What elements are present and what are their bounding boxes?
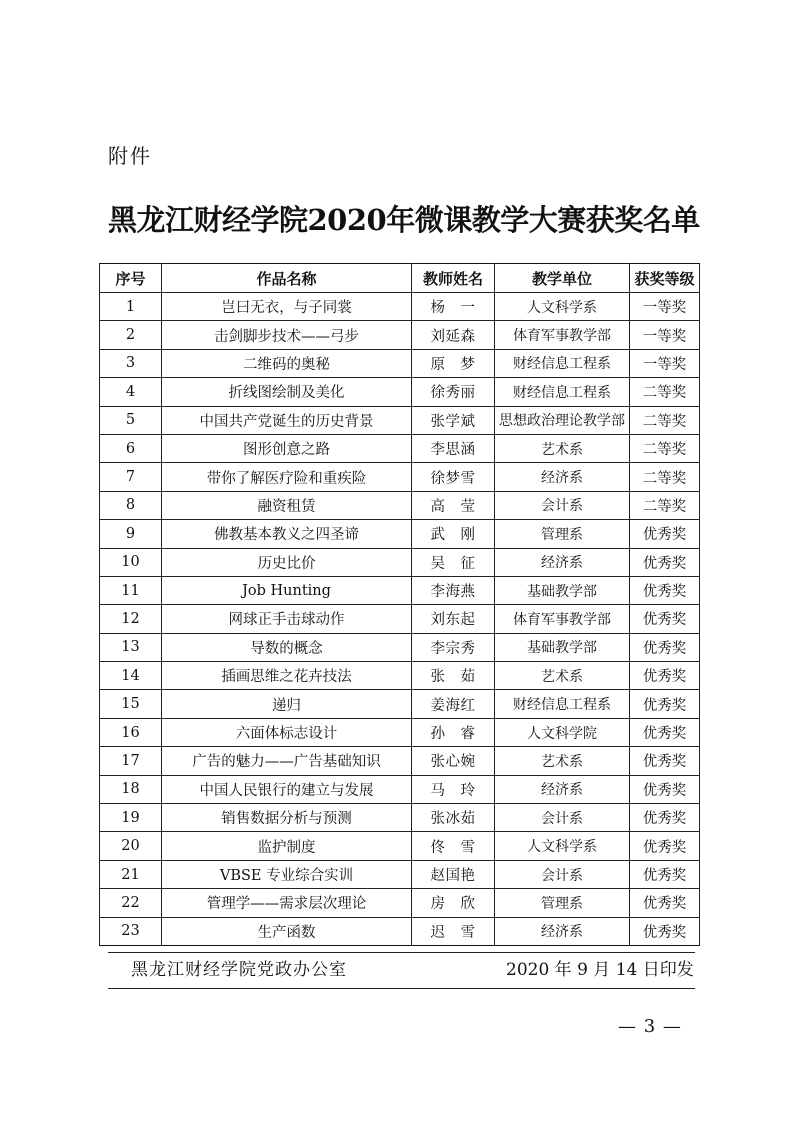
cell-work-title: 导数的概念 [162,633,412,661]
table-row [100,548,700,576]
cell-award-level: 优秀奖 [630,662,700,690]
cell-no: 17 [100,747,162,775]
cell-teacher-name: 杨 一 [412,293,495,321]
cell-teaching-unit: 管理系 [495,889,630,917]
cell-no: 1 [100,293,162,321]
table-row [100,775,700,803]
cell-no: 11 [100,576,162,604]
table-row [100,747,700,775]
cell-work-title: 六面体标志设计 [162,718,412,746]
cell-award-level: 二等奖 [630,406,700,434]
cell-teacher-name: 刘延森 [412,321,495,349]
cell-no: 3 [100,349,162,377]
table-row [100,860,700,888]
cell-teacher-name: 刘东起 [412,605,495,633]
cell-teaching-unit: 人文科学系 [495,832,630,860]
cell-work-title: 击剑脚步技术——弓步 [162,321,412,349]
header-teaching-unit: 教学单位 [495,264,630,293]
issuing-office: 黑龙江财经学院党政办公室 [131,960,347,980]
table-row [100,718,700,746]
cell-teacher-name: 迟 雪 [412,917,495,945]
cell-no: 20 [100,832,162,860]
cell-teaching-unit: 人文科学院 [495,718,630,746]
cell-teaching-unit: 艺术系 [495,662,630,690]
table-row [100,690,700,718]
table-row [100,605,700,633]
cell-teaching-unit: 艺术系 [495,747,630,775]
cell-no: 10 [100,548,162,576]
cell-work-title: 管理学——需求层次理论 [162,889,412,917]
header-work-title: 作品名称 [162,264,412,293]
cell-teacher-name: 赵国艳 [412,860,495,888]
cell-award-level: 一等奖 [630,349,700,377]
cell-no: 13 [100,633,162,661]
cell-award-level: 二等奖 [630,491,700,519]
cell-work-title: 销售数据分析与预测 [162,804,412,832]
cell-teaching-unit: 管理系 [495,520,630,548]
footer-divider-top [108,952,695,953]
cell-award-level: 优秀奖 [630,775,700,803]
cell-work-title: 融资租赁 [162,491,412,519]
table-header [100,264,700,293]
cell-teacher-name: 孙 睿 [412,718,495,746]
cell-teaching-unit: 经济系 [495,548,630,576]
cell-teaching-unit: 人文科学系 [495,293,630,321]
cell-teaching-unit: 基础教学部 [495,576,630,604]
cell-teaching-unit: 经济系 [495,775,630,803]
cell-teacher-name: 张学斌 [412,406,495,434]
cell-award-level: 优秀奖 [630,889,700,917]
table-body [100,293,700,946]
header-no: 序号 [100,264,162,293]
cell-teacher-name: 佟 雪 [412,832,495,860]
cell-no: 21 [100,860,162,888]
cell-teacher-name: 马 玲 [412,775,495,803]
table-row [100,293,700,321]
cell-teaching-unit: 艺术系 [495,434,630,462]
cell-teacher-name: 武 刚 [412,520,495,548]
cell-award-level: 优秀奖 [630,690,700,718]
cell-work-title: 监护制度 [162,832,412,860]
cell-teacher-name: 高 莹 [412,491,495,519]
table-row [100,406,700,434]
cell-teaching-unit: 经济系 [495,917,630,945]
cell-teaching-unit: 基础教学部 [495,633,630,661]
cell-teaching-unit: 财经信息工程系 [495,378,630,406]
page-number: — 3 — [618,1016,682,1037]
cell-work-title: VBSE 专业综合实训 [162,860,412,888]
cell-work-title: 岂曰无衣，与子同裳 [162,293,412,321]
cell-no: 8 [100,491,162,519]
cell-teacher-name: 李宗秀 [412,633,495,661]
cell-award-level: 优秀奖 [630,576,700,604]
cell-teacher-name: 徐梦雪 [412,463,495,491]
cell-work-title: 二维码的奥秘 [162,349,412,377]
cell-no: 9 [100,520,162,548]
cell-award-level: 二等奖 [630,434,700,462]
cell-award-level: 优秀奖 [630,718,700,746]
cell-no: 19 [100,804,162,832]
table-row [100,662,700,690]
cell-work-title: 广告的魅力——广告基础知识 [162,747,412,775]
award-list-table [99,263,700,946]
cell-no: 23 [100,917,162,945]
cell-work-title: 中国共产党诞生的历史背景 [162,406,412,434]
cell-no: 15 [100,690,162,718]
cell-teacher-name: 房 欣 [412,889,495,917]
cell-work-title: 折线图绘制及美化 [162,378,412,406]
cell-work-title: 生产函数 [162,917,412,945]
cell-teacher-name: 原 梦 [412,349,495,377]
cell-teacher-name: 张冰茹 [412,804,495,832]
header-row [100,264,700,293]
cell-work-title: 佛教基本教义之四圣谛 [162,520,412,548]
cell-award-level: 二等奖 [630,378,700,406]
table-row [100,378,700,406]
cell-award-level: 优秀奖 [630,917,700,945]
cell-teaching-unit: 经济系 [495,463,630,491]
table-row [100,463,700,491]
cell-no: 4 [100,378,162,406]
cell-teaching-unit: 思想政治理论教学部 [495,406,630,434]
cell-award-level: 优秀奖 [630,747,700,775]
cell-award-level: 一等奖 [630,321,700,349]
cell-teacher-name: 李思涵 [412,434,495,462]
table-row [100,889,700,917]
cell-award-level: 优秀奖 [630,605,700,633]
cell-teaching-unit: 会计系 [495,860,630,888]
cell-no: 14 [100,662,162,690]
cell-no: 12 [100,605,162,633]
cell-teaching-unit: 财经信息工程系 [495,349,630,377]
table-row [100,917,700,945]
cell-award-level: 优秀奖 [630,633,700,661]
cell-teaching-unit: 财经信息工程系 [495,690,630,718]
cell-teaching-unit: 体育军事教学部 [495,605,630,633]
cell-no: 7 [100,463,162,491]
cell-teacher-name: 姜海红 [412,690,495,718]
table-row [100,491,700,519]
table-row [100,321,700,349]
cell-work-title: 中国人民银行的建立与发展 [162,775,412,803]
table-row [100,804,700,832]
cell-award-level: 优秀奖 [630,860,700,888]
table-row [100,832,700,860]
cell-award-level: 优秀奖 [630,832,700,860]
table-row [100,434,700,462]
cell-teacher-name: 张 茹 [412,662,495,690]
cell-award-level: 优秀奖 [630,804,700,832]
document-title: 黑龙江财经学院2020年微课教学大赛获奖名单 [108,203,700,237]
cell-work-title: 插画思维之花卉技法 [162,662,412,690]
cell-award-level: 优秀奖 [630,520,700,548]
issue-date: 2020 年 9 月 14 日印发 [506,960,694,980]
cell-teaching-unit: 体育军事教学部 [495,321,630,349]
cell-no: 16 [100,718,162,746]
cell-work-title: 历史比价 [162,548,412,576]
header-award-level: 获奖等级 [630,264,700,293]
cell-teaching-unit: 会计系 [495,804,630,832]
cell-teaching-unit: 会计系 [495,491,630,519]
cell-teacher-name: 吴 征 [412,548,495,576]
cell-award-level: 一等奖 [630,293,700,321]
table-row [100,349,700,377]
cell-no: 2 [100,321,162,349]
cell-award-level: 优秀奖 [630,548,700,576]
table-row [100,633,700,661]
table-row [100,576,700,604]
cell-teacher-name: 张心婉 [412,747,495,775]
footer-divider-bottom [108,988,695,989]
cell-no: 5 [100,406,162,434]
cell-work-title: 网球正手击球动作 [162,605,412,633]
cell-no: 22 [100,889,162,917]
cell-work-title: 带你了解医疗险和重疾险 [162,463,412,491]
cell-work-title: Job Hunting [162,576,412,604]
cell-no: 6 [100,434,162,462]
table-row [100,520,700,548]
cell-no: 18 [100,775,162,803]
attachment-label: 附件 [108,144,152,168]
cell-teacher-name: 李海燕 [412,576,495,604]
cell-work-title: 图形创意之路 [162,434,412,462]
cell-work-title: 递归 [162,690,412,718]
cell-award-level: 二等奖 [630,463,700,491]
header-teacher-name: 教师姓名 [412,264,495,293]
cell-teacher-name: 徐秀丽 [412,378,495,406]
